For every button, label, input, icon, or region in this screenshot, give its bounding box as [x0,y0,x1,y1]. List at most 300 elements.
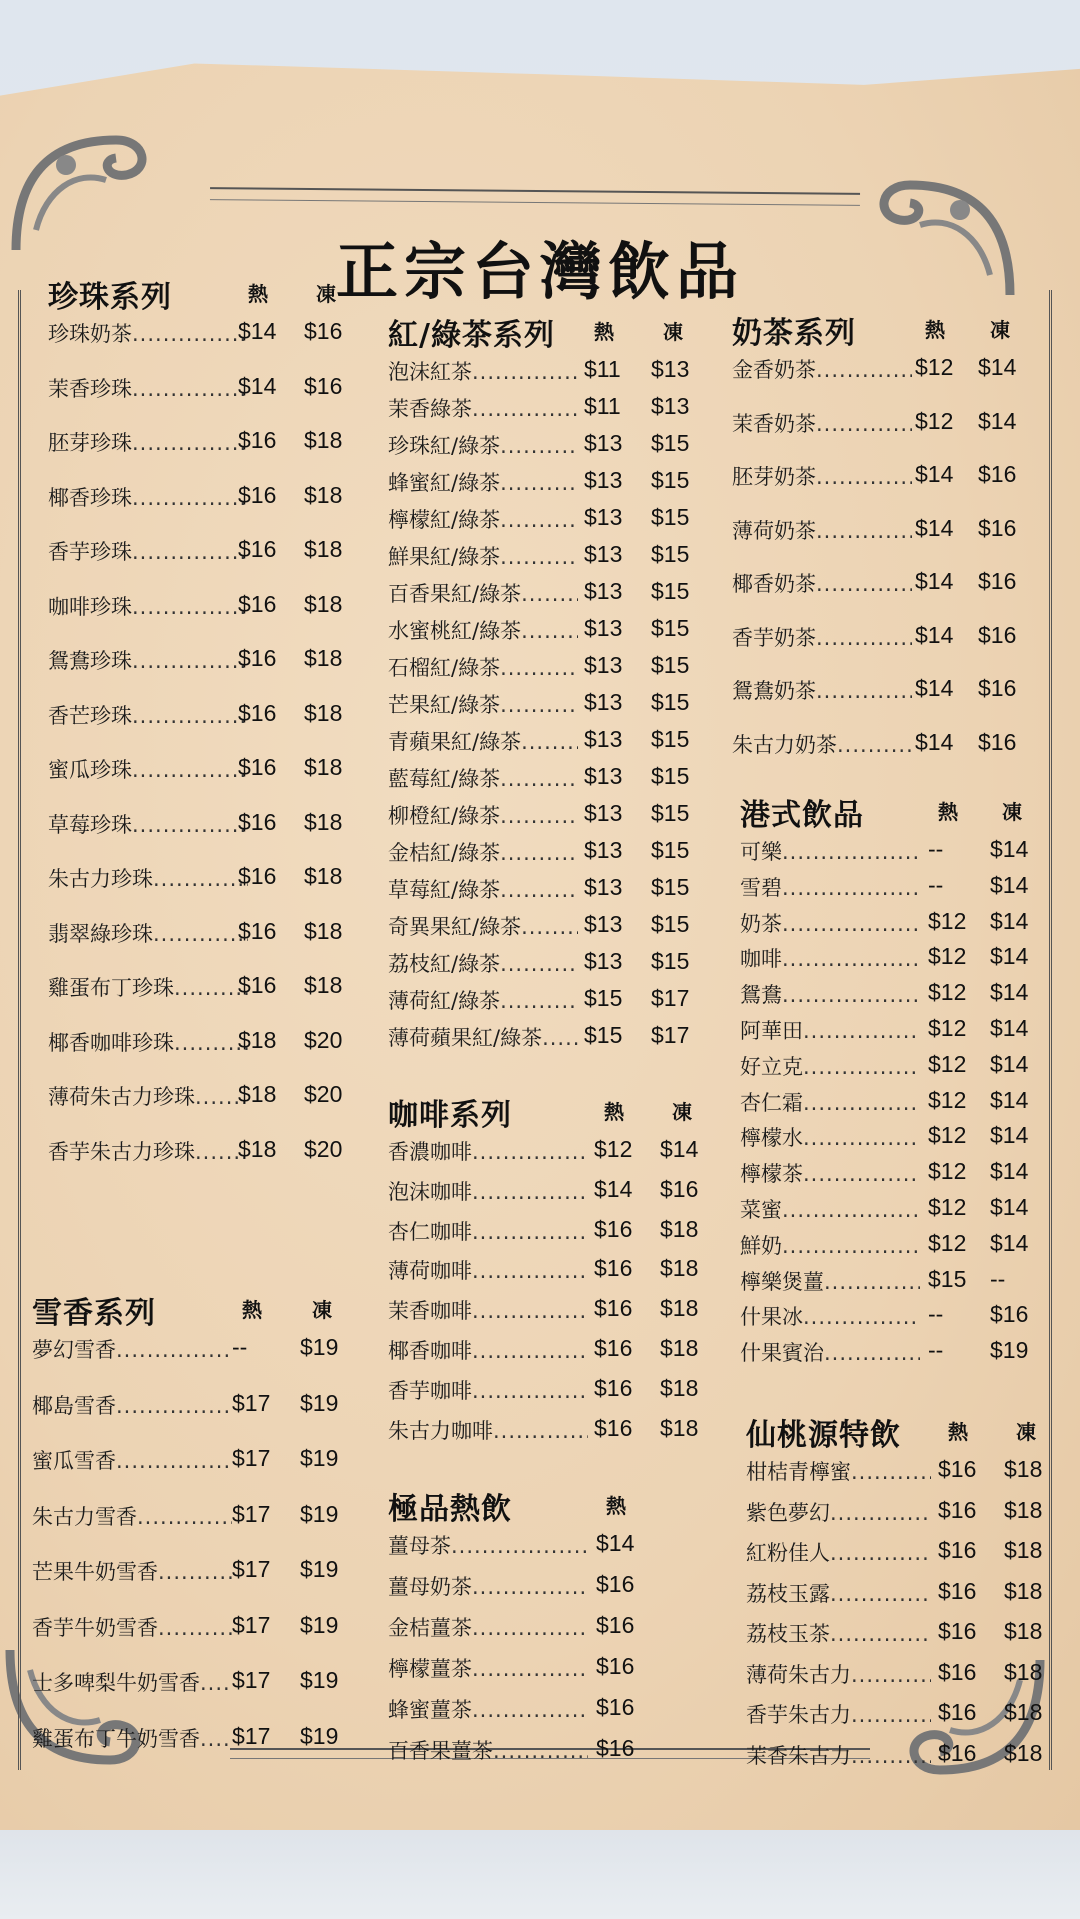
menu-item-name: 香芋咖啡 ..... [388,1375,588,1405]
section-tea [388,310,718,1059]
menu-item [740,1122,1070,1158]
cold-price: $16 [978,568,1017,594]
cold-price: $16 [978,514,1017,541]
cold-price: $15 [651,615,690,641]
section-header [740,790,1070,836]
hot-price: $16 [938,1618,977,1644]
hot-price: $13 [584,763,623,789]
section-special [746,1410,1076,1780]
menu-item-name: 芒果牛奶雪香 ..... [32,1556,232,1586]
cold-price: $18 [660,1414,699,1441]
hot-price: $16 [938,1658,977,1685]
hot-price: $17 [232,1722,271,1749]
cold-price: $14 [990,1122,1029,1149]
hot-price: $18 [238,1026,277,1053]
menu-item [48,863,358,918]
menu-item [732,622,1062,676]
hot-column-label: 熱 [925,318,945,342]
cold-price: $13 [651,356,690,382]
cold-price: $14 [990,871,1029,898]
cold-price: $18 [304,427,343,453]
hot-price: $14 [915,675,954,701]
hot-price: $16 [238,645,277,671]
hot-price: $16 [238,590,277,617]
menu-item [388,1255,718,1295]
hot-price: $12 [915,407,954,434]
cold-price: $16 [304,318,343,344]
cold-price: $16 [978,621,1017,648]
hot-price: $17 [232,1500,271,1527]
menu-item [388,837,718,874]
hot-price: $16 [238,481,277,508]
menu-item [48,1081,358,1136]
hot-column-label: 熱 [948,1420,968,1444]
cold-price: $19 [300,1389,339,1416]
menu-item-name: 鮮果紅/綠茶 ..... [388,541,578,571]
cold-price: $15 [651,948,690,974]
menu-item [732,354,1062,408]
cold-price: $19 [300,1445,339,1471]
cold-price: $14 [978,407,1017,434]
menu-item-name: 檸檬薑茶 ..... [388,1653,588,1683]
cold-column-label: 凍 [990,318,1010,342]
cold-price: $14 [990,1086,1029,1113]
cold-price: $14 [990,1014,1029,1041]
cold-price: $18 [304,536,343,562]
hot-price: $12 [928,1086,967,1113]
menu-item-name: 紅粉佳人 ..... [746,1537,931,1567]
menu-item [388,393,718,430]
hot-price: $13 [584,578,623,604]
menu-item [740,872,1070,908]
hot-price: $12 [928,979,967,1006]
cold-price: $14 [660,1136,699,1162]
menu-item [48,1136,358,1191]
menu-item-name: 荔枝紅/綠茶 ..... [388,948,578,978]
hot-price: $13 [584,874,623,900]
hot-price: $15 [584,1022,623,1048]
menu-item [746,1456,1076,1497]
menu-item-name: 咖啡 ..... [740,943,920,973]
hot-price: $16 [594,1215,633,1242]
cold-price: $18 [1004,1577,1043,1604]
hot-price: $14 [915,728,954,755]
menu-item [388,430,718,467]
cold-price: $18 [304,754,343,780]
hot-price: $12 [928,943,967,970]
cold-price: $15 [651,800,690,826]
menu-item-name: 雪碧 ..... [740,872,920,902]
hot-price: $13 [584,800,623,826]
menu-item-name: 薑母茶 ..... [388,1530,588,1560]
menu-item-name: 什果賓治 ..... [740,1337,920,1367]
cold-price: $16 [978,728,1017,755]
cold-price: $18 [1004,1658,1043,1685]
menu-item-name: 石榴紅/綠茶 ..... [388,652,578,682]
menu-item-name: 可樂 ..... [740,836,920,866]
menu-item-name: 蜜瓜珍珠 ..... [48,754,248,784]
hot-column-label: 熱 [606,1494,626,1518]
cold-price: -- [990,1265,1006,1292]
section-title: 極品熱飲 [388,1492,512,1527]
menu-item [48,972,358,1027]
cold-price: $16 [978,461,1017,487]
menu-item [388,1022,718,1059]
section-hot-drinks [388,1484,718,1776]
cold-price: $19 [300,1500,339,1527]
hot-price: $15 [584,985,623,1011]
menu-item-name: 鮮奶 ..... [740,1230,920,1260]
menu-item [388,1136,718,1176]
hot-price: $16 [238,427,277,453]
menu-item [32,1390,362,1446]
menu-item-name: 泡沫紅茶 ..... [388,356,578,386]
hot-price: $16 [596,1612,635,1638]
hot-column-label: 熱 [248,282,268,306]
menu-item [388,541,718,578]
menu-item-name: 草莓珍珠 ..... [48,809,248,839]
menu-item [32,1667,362,1723]
menu-item-name: 奶茶 ..... [740,908,920,938]
menu-item [732,568,1062,622]
menu-item-name: 薄荷咖啡 ..... [388,1255,588,1285]
hot-price: $17 [232,1667,271,1693]
menu-item-name: 芒果紅/綠茶 ..... [388,689,578,719]
section-snow [32,1288,362,1778]
menu-item [740,1337,1070,1373]
menu-item [388,1176,718,1216]
cold-price: $18 [1004,1618,1043,1644]
section-header [48,272,358,318]
menu-item [732,729,1062,783]
cold-price: $15 [651,541,690,567]
hot-column-label: 熱 [594,320,614,344]
cold-price: $18 [1004,1496,1043,1523]
cold-price: $15 [651,837,690,863]
hot-price: $16 [594,1414,633,1441]
menu-item-name: 椰香咖啡 ..... [388,1335,588,1365]
menu-item-name: 薑母奶茶 ..... [388,1571,588,1601]
hot-price: $14 [594,1175,633,1202]
menu-item [388,1375,718,1415]
hot-price: $16 [938,1577,977,1604]
section-title: 咖啡系列 [388,1098,512,1133]
hot-price: $11 [584,356,621,382]
menu-item-name: 金香奶茶 ..... [732,354,912,384]
menu-item-name: 椰香珍珠 ..... [48,482,248,512]
menu-item [732,675,1062,729]
menu-item [388,1415,718,1455]
cold-price: $14 [990,979,1029,1006]
cold-price: $15 [651,652,690,678]
hot-price: $12 [928,1158,967,1185]
cold-price: $14 [990,1050,1029,1077]
section-header [732,308,1062,354]
cold-price: $18 [660,1334,699,1361]
menu-item-name: 草莓紅/綠茶 ..... [388,874,578,904]
cold-price: $18 [304,645,343,671]
menu-item [48,700,358,755]
menu-item [746,1578,1076,1619]
menu-item [740,1194,1070,1230]
hot-price: $17 [232,1611,271,1638]
hot-price: $13 [584,430,623,456]
cold-price: $15 [651,467,690,493]
cold-price: $17 [651,985,690,1011]
menu-title: 正宗台灣飲品 [335,235,744,308]
menu-item-name: 胚芽奶茶 ..... [732,461,912,491]
menu-item [732,408,1062,462]
section-header [388,310,718,356]
menu-item [48,809,358,864]
cold-price: $15 [651,911,690,937]
hot-price: $16 [596,1694,635,1720]
hot-column-label: 熱 [604,1100,624,1124]
menu-item [48,536,358,591]
menu-item [740,1087,1070,1123]
menu-item-name: 椰香咖啡珍珠 ..... [48,1027,248,1057]
menu-item [388,1735,718,1776]
cold-price: $19 [300,1667,339,1693]
hot-price: $17 [232,1445,271,1471]
menu-item-name: 朱古力咖啡 ..... [388,1415,588,1445]
menu-item [388,726,718,763]
section-pearl [48,272,358,1190]
menu-item-name: 紫色夢幻 ..... [746,1497,931,1527]
menu-item-name: 杏仁霜 ..... [740,1087,920,1117]
menu-item-name: 荔枝玉露 ..... [746,1578,931,1608]
menu-item-name: 咖啡珍珠 ..... [48,591,248,621]
section-header [388,1484,718,1530]
cold-price: $18 [1004,1739,1043,1766]
hot-price: $13 [584,689,623,715]
hot-column-label: 熱 [242,1298,262,1322]
cold-price: $15 [651,430,690,456]
cold-price: $18 [304,863,343,889]
hot-price: $14 [915,568,954,594]
menu-item-name: 蜜瓜雪香 ..... [32,1445,232,1475]
hot-price: $16 [238,536,277,562]
menu-item [48,318,358,373]
menu-item [388,652,718,689]
cold-price: $16 [990,1301,1029,1328]
menu-item [746,1740,1076,1781]
menu-item [388,1653,718,1694]
hot-price: $13 [584,911,623,937]
section-coffee [388,1090,718,1454]
hot-price: $16 [596,1653,635,1679]
menu-item-name: 椰島雪香 ..... [32,1390,232,1420]
menu-item [388,578,718,615]
hot-price: -- [928,1337,944,1364]
hot-price: $16 [594,1255,633,1282]
menu-item [746,1699,1076,1740]
cold-price: $20 [304,1026,343,1053]
hot-price: $17 [232,1556,271,1582]
cold-price: $18 [660,1215,699,1242]
hot-price: $16 [594,1295,633,1322]
menu-item-name: 珍珠紅/綠茶 ..... [388,430,578,460]
hot-price: $16 [238,699,277,726]
menu-item [48,591,358,646]
cold-price: $14 [990,1158,1029,1185]
menu-item-name: 阿華田 ..... [740,1015,920,1045]
menu-item [740,1158,1070,1194]
section-title: 雪香系列 [32,1296,156,1331]
menu-item-name: 柑桔青檸蜜 ..... [746,1456,931,1486]
menu-item [388,911,718,948]
menu-item-name: 香芒珍珠 ..... [48,700,248,730]
cold-price: $18 [660,1374,699,1401]
menu-item [388,985,718,1022]
menu-item-name: 茉香珍珠 ..... [48,373,248,403]
menu-item-name: 薄荷朱古力 ..... [746,1659,931,1689]
hot-price: $14 [915,461,954,487]
section-header [746,1410,1076,1456]
menu-item [388,1571,718,1612]
hot-price: -- [928,836,944,862]
menu-item-name: 香芋珍珠 ..... [48,536,248,566]
menu-item-name: 檸檬紅/綠茶 ..... [388,504,578,534]
menu-item-name: 泡沫咖啡 ..... [388,1176,588,1206]
hot-price: $12 [928,1014,967,1041]
hot-price: $12 [928,1050,967,1077]
cold-price: $14 [990,943,1029,970]
menu-item-name: 蜂蜜薑茶 ..... [388,1694,588,1724]
hot-price: $11 [584,393,621,419]
menu-item-name: 胚芽珍珠 ..... [48,427,248,457]
cold-column-label: 凍 [1002,800,1022,824]
hot-price: $12 [928,1122,967,1149]
cold-price: $18 [1004,1699,1043,1725]
menu-item-name: 金桔紅/綠茶 ..... [388,837,578,867]
menu-item [740,1015,1070,1051]
cold-price: $19 [300,1611,339,1638]
section-title: 奶茶系列 [732,316,856,351]
menu-item [48,918,358,973]
hot-price: $13 [584,467,623,493]
hot-price: -- [928,871,944,898]
menu-item-name: 香芋奶茶 ..... [732,622,912,652]
menu-item [746,1659,1076,1700]
menu-item [740,943,1070,979]
section-title: 仙桃源特飲 [746,1418,901,1453]
menu-item-name: 蜂蜜紅/綠茶 ..... [388,467,578,497]
menu-item-name: 朱古力奶茶 ..... [732,729,912,759]
menu-item-name: 百香果紅/綠茶 ..... [388,578,578,608]
hot-price: -- [232,1334,248,1360]
hot-price: $16 [938,1496,977,1523]
menu-item-name: 香芋朱古力珍珠 ..... [48,1136,248,1166]
menu-item [388,356,718,393]
cold-price: $15 [651,874,690,900]
menu-item [388,1295,718,1335]
hot-price: $13 [584,504,623,530]
hot-price: $12 [928,1229,967,1256]
menu-item [388,467,718,504]
menu-item [32,1445,362,1501]
cold-price: $15 [651,504,690,530]
hot-price: $16 [938,1739,977,1766]
menu-item-name: 薄荷奶茶 ..... [732,515,912,545]
menu-item-name: 檸樂煲薑 ..... [740,1266,920,1296]
hot-price: $16 [594,1334,633,1361]
hot-price: $14 [596,1530,635,1556]
hot-price: $16 [238,754,277,780]
menu-item-name: 士多啤梨牛奶雪香 ..... [32,1667,232,1697]
menu-item [48,373,358,428]
hot-price: $17 [232,1389,271,1416]
hot-price: $12 [928,1193,967,1220]
menu-item-name: 翡翠綠珍珠 ..... [48,918,248,948]
menu-item [732,461,1062,515]
cold-column-label: 凍 [663,320,683,344]
desk-background [0,1830,1080,1919]
cold-column-label: 凍 [672,1100,692,1124]
hot-price: $16 [596,1571,635,1597]
hot-price: $15 [928,1265,967,1292]
menu-item [388,1694,718,1735]
cold-price: $14 [990,907,1029,934]
menu-item [746,1537,1076,1578]
menu-item [32,1556,362,1612]
menu-item-name: 茉香奶茶 ..... [732,408,912,438]
menu-item-name: 檸檬茶 ..... [740,1158,920,1188]
menu-item [32,1723,362,1779]
menu-item [388,689,718,726]
menu-item-name: 荔枝玉茶 ..... [746,1618,931,1648]
cold-price: $18 [660,1295,699,1322]
cold-price: $16 [660,1175,699,1202]
cold-price: $19 [300,1556,339,1582]
menu-item-name: 珍珠奶茶 ..... [48,318,248,348]
cold-price: $14 [990,1193,1029,1220]
menu-item [740,979,1070,1015]
menu-item [48,427,358,482]
menu-item-name: 鴛鴦珍珠 ..... [48,645,248,675]
cold-price: $18 [660,1255,699,1282]
menu-item-name: 百香果薑茶 ..... [388,1735,588,1765]
menu-item [48,754,358,809]
menu-item-name: 柳橙紅/綠茶 ..... [388,800,578,830]
hot-price: $16 [238,972,277,998]
menu-item [740,1301,1070,1337]
cold-price: $19 [300,1334,339,1360]
menu-item-name: 雞蛋布丁珍珠 ..... [48,972,248,1002]
hot-price: $18 [238,1135,277,1162]
hot-price: $14 [915,621,954,648]
menu-item-name: 檸檬水 ..... [740,1122,920,1152]
menu-item [740,1051,1070,1087]
hot-price: $16 [238,917,277,944]
menu-item [746,1497,1076,1538]
hot-column-label: 熱 [938,800,958,824]
hot-price: $16 [238,863,277,889]
menu-item [32,1334,362,1390]
menu-item-name: 金桔薑茶 ..... [388,1612,588,1642]
menu-item [388,1335,718,1375]
menu-item [388,1612,718,1653]
cold-price: $19 [300,1722,339,1749]
menu-item [388,1216,718,1256]
cold-price: $16 [978,675,1017,701]
menu-item-name: 青蘋果紅/綠茶 ..... [388,726,578,756]
hot-price: $16 [596,1735,635,1761]
hot-price: $13 [584,726,623,752]
menu-item [388,763,718,800]
menu-item-name: 菜蜜 ..... [740,1194,920,1224]
menu-item-name: 薄荷朱古力珍珠 ..... [48,1081,248,1111]
